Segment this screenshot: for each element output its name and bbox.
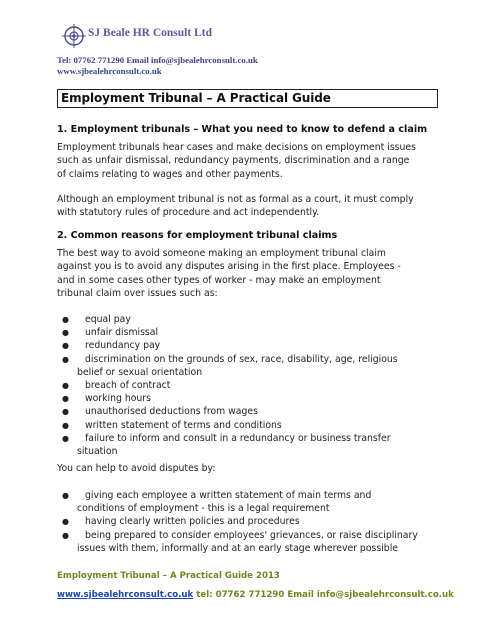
list-item-text-continued: situation bbox=[77, 446, 118, 458]
list-item-text: giving each employee a written statement of main terms and bbox=[85, 490, 372, 501]
text-line: tribunal claim over issues such as: bbox=[57, 288, 218, 300]
avoid-intro: You can help to avoid disputes by: bbox=[57, 463, 216, 474]
list-item-text: unfair dismissal bbox=[85, 327, 159, 339]
bullet-icon: ● bbox=[62, 315, 69, 324]
bullet-icon: ● bbox=[62, 407, 69, 417]
list-item bbox=[57, 405, 457, 418]
list-item-text-continued: issues with them, informally and at an early stage wherever possible bbox=[77, 542, 399, 554]
section1-paragraph2 bbox=[57, 193, 449, 220]
list-item-text: having clearly written policies and procedures bbox=[85, 516, 300, 528]
list-item-text-continued: belief or sexual orientation bbox=[77, 366, 203, 378]
bullet-icon: ● bbox=[62, 530, 69, 540]
list-item bbox=[57, 529, 457, 555]
section2-heading: 2. Common reasons for employment tribunal claims bbox=[57, 230, 338, 241]
section2-intro bbox=[57, 247, 449, 301]
text-line: Employment tribunals hear cases and make decisions on employment issues bbox=[57, 142, 416, 153]
list-item bbox=[57, 353, 457, 379]
text-line: Although an employment tribunal is not as formal as a court, it must comply bbox=[57, 194, 414, 205]
globe-icon bbox=[62, 24, 86, 48]
header-website[interactable]: www.sjbealehrconsult.co.uk bbox=[57, 66, 162, 76]
list-item-text: discrimination on the grounds of sex, race, disability, age, religious bbox=[85, 353, 398, 365]
footer-website-link[interactable]: www.sjbealehrconsult.co.uk bbox=[57, 590, 194, 600]
bullet-icon: ● bbox=[62, 433, 69, 443]
footer-contact bbox=[57, 590, 454, 600]
text-line: such as unfair dismissal, redundancy payments, discrimination and a range bbox=[57, 155, 410, 167]
bullet-icon: ● bbox=[62, 517, 69, 527]
list-item-text: equal pay bbox=[85, 314, 131, 325]
list-item-text: unauthorised deductions from wages bbox=[85, 406, 258, 418]
bullet-icon: ● bbox=[62, 328, 69, 338]
page-title: Employment Tribunal – A Practical Guide bbox=[61, 91, 331, 105]
section1-paragraph1 bbox=[57, 141, 449, 181]
title-box bbox=[57, 89, 438, 108]
list-item-text: failure to inform and consult in a redundancy or business transfer bbox=[85, 432, 391, 444]
list-item-text: working hours bbox=[85, 393, 151, 405]
list-item bbox=[57, 326, 457, 339]
bullet-icon: ● bbox=[62, 341, 69, 351]
list-item bbox=[57, 313, 457, 326]
bullet-icon: ● bbox=[62, 420, 69, 430]
bullet-icon: ● bbox=[62, 491, 69, 500]
bullet-icon: ● bbox=[62, 354, 69, 364]
list-item-text: breach of contract bbox=[85, 380, 171, 392]
text-line: The best way to avoid someone making an employment tribunal claim bbox=[57, 248, 386, 259]
company-logo bbox=[62, 24, 212, 50]
section1-heading: 1. Employment tribunals – What you need to know to defend a claim bbox=[57, 124, 428, 135]
footer-contact-text: tel: 07762 771290 Email info@sjbealehrconsult.co.uk bbox=[193, 590, 454, 600]
list-item-text: redundancy pay bbox=[85, 340, 161, 352]
text-line: with statutory rules of procedure and act independently. bbox=[57, 207, 320, 219]
list-item-text-continued: conditions of employment - this is a legal requirement bbox=[77, 503, 330, 515]
text-line: of claims relating to wages and other payments. bbox=[57, 168, 283, 180]
list-item bbox=[57, 419, 457, 432]
footer-title: Employment Tribunal – A Practical Guide 2013 bbox=[57, 571, 280, 581]
header-contact-line: Tel: 07762 771290 Email info@sjbealehrconsult.co.uk bbox=[57, 55, 258, 65]
list-item bbox=[57, 339, 457, 352]
list-item-text: written statement of terms and conditions bbox=[85, 419, 282, 431]
list-item bbox=[57, 515, 457, 528]
logo-text: SJ Beale HR Consult Ltd bbox=[88, 27, 212, 39]
list-item bbox=[57, 489, 457, 515]
claims-bullet-list bbox=[57, 313, 457, 458]
list-item bbox=[57, 432, 457, 458]
avoid-bullet-list bbox=[57, 489, 457, 555]
text-line: and in some cases other types of worker - may make an employment bbox=[57, 274, 381, 286]
list-item bbox=[57, 392, 457, 405]
list-item-text: being prepared to consider employees' grievances, or raise disciplinary bbox=[85, 529, 418, 541]
list-item bbox=[57, 379, 457, 392]
bullet-icon: ● bbox=[62, 381, 69, 391]
text-line: against you is to avoid any disputes arising in the first place. Employees - bbox=[57, 261, 401, 273]
bullet-icon: ● bbox=[62, 394, 69, 404]
